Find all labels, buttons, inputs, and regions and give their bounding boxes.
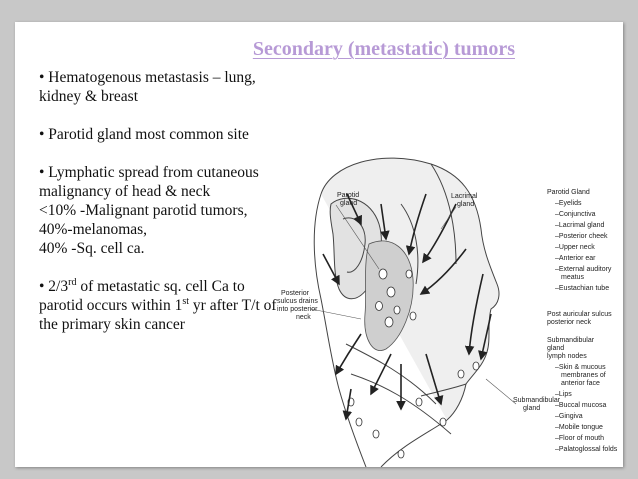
label-posterior-sulcus: sulcus drains — [277, 298, 318, 305]
list-post-auricular-1: Post auricular sulcus — [547, 311, 612, 318]
list-sub-lips: –Lips — [555, 391, 572, 398]
b4-part2: of metastatic sq. cell Ca to parotid occurs within 1 — [39, 278, 245, 314]
stat-melanomas: 40%-melanomas, — [39, 221, 148, 238]
label-lacrimal: Lacrimal — [451, 193, 478, 200]
list-item-external-auditory: –External auditory — [555, 266, 612, 273]
label-posterior-neck: neck — [296, 314, 311, 321]
right-drainage-list — [547, 189, 618, 453]
stat-sq-cell: 40% -Sq. cell ca. — [39, 240, 145, 257]
bullet-parotid-site: • Parotid gland most common site — [39, 126, 249, 143]
label-parotid: Parotid — [337, 192, 360, 199]
b4-sup-st: st — [182, 295, 190, 307]
bullet-text-block — [39, 68, 279, 334]
head-neck-lymphatic-diagram — [251, 134, 623, 467]
list-sub-skin: –Skin & mucous — [555, 364, 606, 371]
list-sub-membranes: membranes of — [561, 372, 606, 379]
b4-part1: • 2/3 — [39, 278, 69, 295]
list-sub-anterior-face: anterior face — [561, 380, 600, 387]
list-item-posterior-cheek: –Posterior cheek — [555, 233, 608, 240]
bullet-two-thirds — [39, 277, 279, 334]
b4-sup-rd: rd — [68, 276, 77, 288]
list-item-conjunctiva: –Conjunctiva — [555, 211, 596, 218]
list-sub-floor-mouth: –Floor of mouth — [555, 435, 605, 442]
list-item-anterior-ear: –Anterior ear — [555, 255, 596, 262]
label-posterior: Posterior — [281, 290, 310, 297]
bullet-lymphatic: • Lymphatic spread from cutaneous malignancy of head & neck — [39, 164, 259, 200]
label-submandibular: Submandibular — [513, 397, 561, 404]
stat-malignant-parotid: <10% -Malignant parotid tumors, — [39, 202, 248, 219]
bullet-hematogenous: • Hematogenous metastasis – lung, kidney & breast — [39, 69, 256, 105]
list-sub-buccal: –Buccal mucosa — [555, 402, 607, 409]
label-posterior-into: into posterior — [277, 306, 318, 313]
list-item-eyelids: –Eyelids — [555, 200, 582, 207]
list-heading-parotid: Parotid Gland — [547, 189, 590, 196]
list-sub-heading-2: gland — [547, 345, 565, 352]
list-item-eustachian: –Eustachian tube — [555, 285, 610, 292]
list-sub-tongue: –Mobile tongue — [555, 424, 603, 431]
label-lacrimal-gland: gland — [457, 201, 475, 208]
b4-part3: yr after T/t of the primary skin cancer — [39, 297, 277, 333]
label-submandibular-gland: gland — [523, 405, 541, 412]
slide — [15, 22, 623, 467]
list-sub-palatoglossal: –Palatoglossal folds — [555, 446, 618, 453]
list-item-meatus: meatus — [561, 274, 584, 281]
list-sub-heading-3: lymph nodes — [547, 353, 587, 360]
slide-title: Secondary (metastatic) tumors — [252, 38, 515, 60]
list-post-auricular-2: posterior neck — [547, 319, 591, 326]
label-parotid-gland: gland — [340, 200, 358, 207]
list-sub-heading-1: Submandibular — [547, 337, 595, 344]
list-sub-gingiva: –Gingiva — [555, 413, 583, 420]
list-item-upper-neck: –Upper neck — [555, 244, 595, 251]
list-item-lacrimal: –Lacrimal gland — [555, 222, 605, 229]
